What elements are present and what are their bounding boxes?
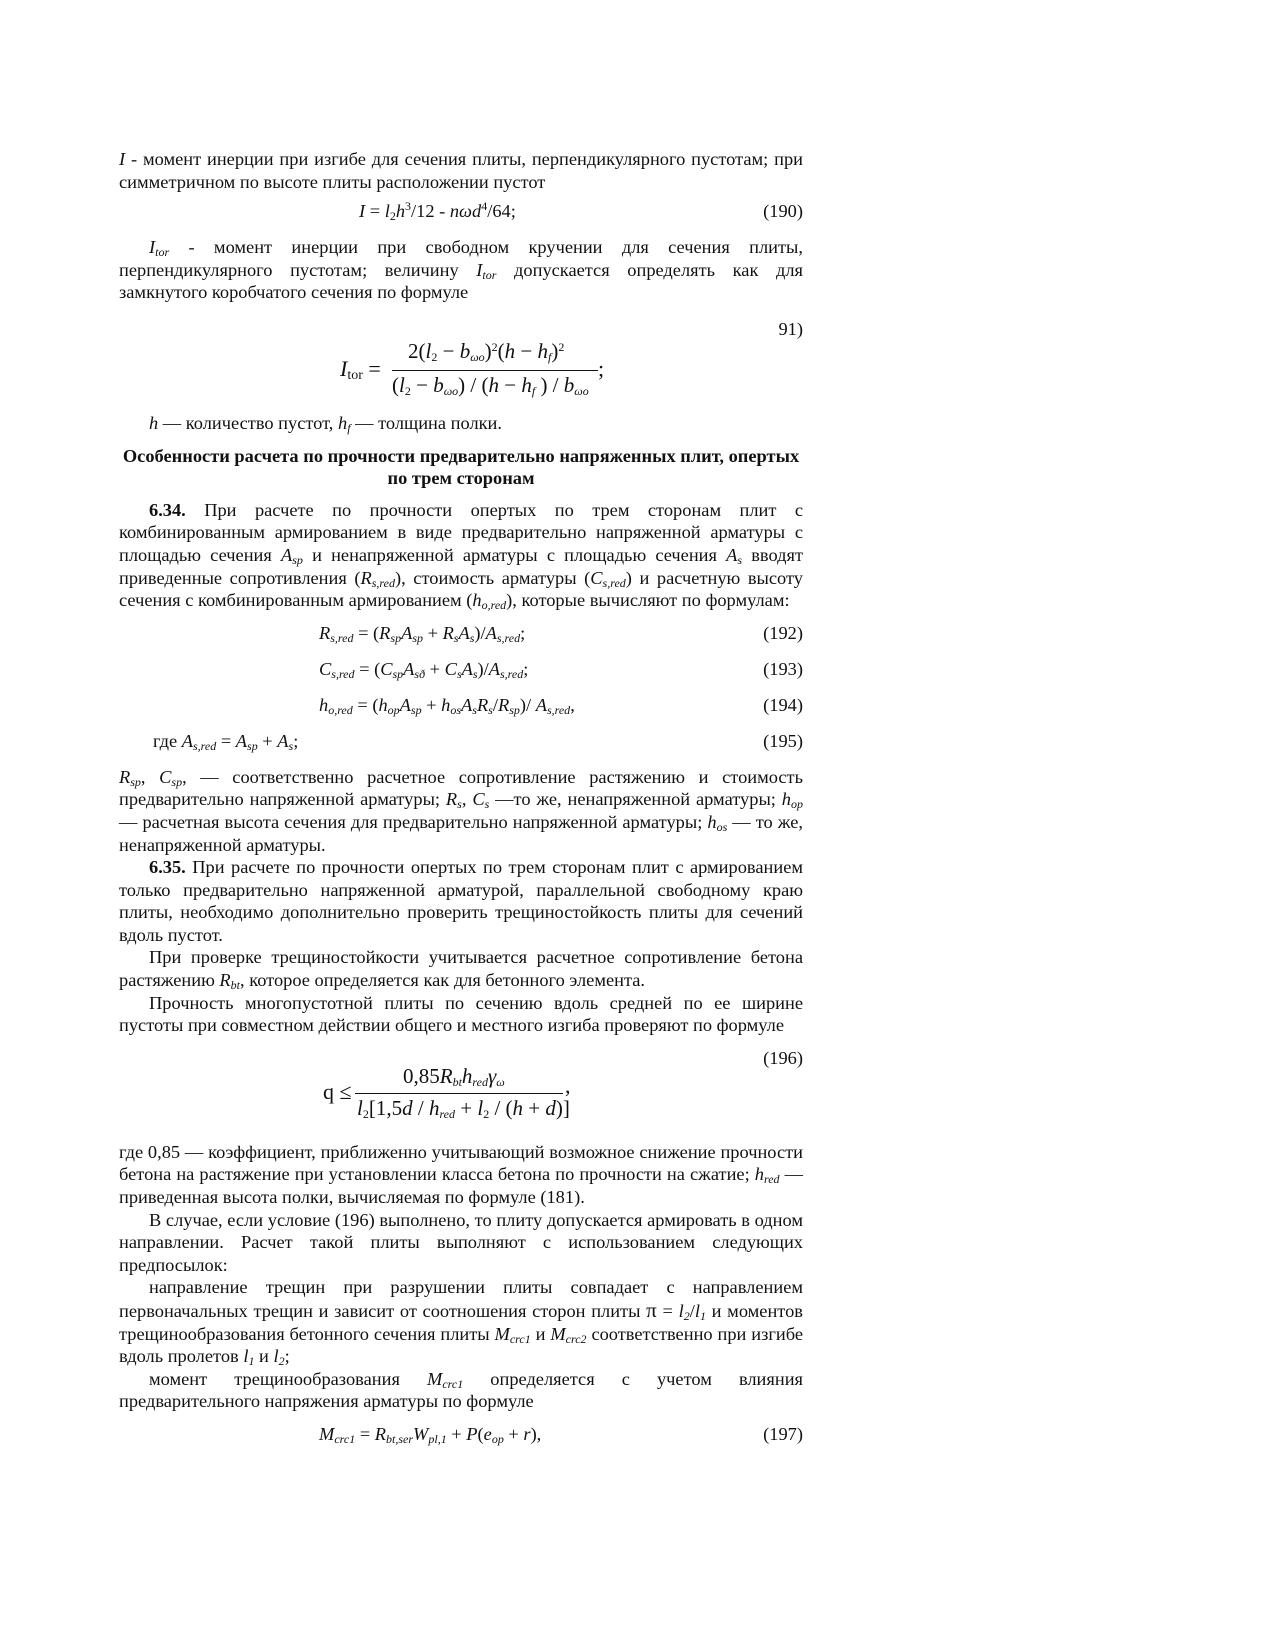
equation-192 (119, 622, 803, 650)
paragraph-crack-check: При проверке трещиностойкости учитывается расчетное сопротивление бетона растяжению $R_{bt}$, которое определяется как для бетонного элемента. (119, 947, 803, 993)
equation-195-number: (195) (763, 730, 803, 751)
equation-196-denominator: $l_2[1,5d / h_{red} + l_2 / (h + d)]$ (357, 1095, 570, 1121)
paragraph-crack-moment: момент трещинообразования $M_{crc1}$ определяется с учетом влияния предварительного напряжения арматуры по формуле (119, 1368, 803, 1412)
equation-192-number: (192) (763, 622, 803, 643)
equation-196-bar (355, 1093, 563, 1094)
equation-191-number: 91) (778, 318, 803, 339)
paragraph-strength-check: Прочность многопустотной плиты по сечению вдоль средней по ее ширине пустоты при совместном действии общего и местного изгиба проверяют по формуле (119, 992, 803, 1036)
paragraph-inertia-moment: I - момент инерции при изгибе для сечения плиты, перпендикулярного пустотам; при симметричном по высоте плиты расположении пустот (119, 149, 803, 192)
equation-195-formula: где $A_{s,red} = A_{sp} + A_s$; (153, 730, 299, 753)
paragraph-6-35 (119, 856, 803, 946)
equation-191-numerator: $2(l_2 - b_{\omega o})^2(h - h_f)^2$ (408, 338, 565, 364)
equation-196-tail: , (565, 1072, 571, 1098)
equation-193 (119, 658, 803, 686)
equation-190-formula: $I = l_2h^3/12 - n\omega d^4/64$; (359, 199, 516, 224)
equation-191-denominator: $(l_2 - b_{\omega o}) / (h - h_f$ ) / $b_{\omega o}$ (392, 372, 589, 398)
paragraph-condition: В случае, если условие (196) выполнено, то плиту допускается армировать в одном направлении. Расчет такой плиты выполняют с использованием следующих предпосылок: (119, 1209, 803, 1275)
equation-190-number: (190) (763, 201, 803, 222)
equation-197 (119, 1423, 803, 1451)
equation-196 (119, 1045, 803, 1141)
equation-191-bar (392, 370, 598, 371)
equation-190 (119, 200, 803, 228)
equation-197-formula: $M_{crc1} = R_{bt,ser}W_{pl,1} + P(e_{op} + r)$, (319, 1423, 542, 1446)
equation-197-number: (197) (763, 1423, 803, 1444)
equation-192-formula: $R_{s,red} = (R_{sp}A_{sp} + R_sA_s)/A_{s,red}$; (319, 622, 526, 645)
paragraph-crack-direction: направление трещин при разрушении плиты совпадает с направлением первоначальных трещин и зависит от соотношения сторон плиты $\pi = l_2/l_1$ и моментов трещинообразования бетонного сечения плиты $M_{crc1}$ и $M_{crc2}$ соответственно при изгибе вдоль пролетов $l_1$ и $l_2$; (119, 1277, 804, 1369)
section-heading: Особенности расчета по прочности предварительно напряженных плит, опертых по трем сторонам (122, 445, 800, 489)
equation-193-number: (193) (763, 658, 803, 679)
equation-191-lhs: $I_{tor}$ = (340, 355, 381, 383)
paragraph-6-35-text: При расчете по прочности опертых по трем сторонам плит с армированием только предварительно напряженной арматурой, параллельной свободному краю плиты, необходимо дополнительно проверить трещиностойкость плиты для сечений вдоль пустот. (119, 857, 803, 945)
paragraph-6-35-label: 6.35. (149, 857, 186, 878)
equation-193-formula: $C_{s,red} = (C_{sp}A_{sð} + C_sA_s)/A_{s,red}$; (319, 658, 529, 681)
paragraph-6-34-label: 6.34. (149, 499, 186, 520)
paragraph-voids-count: h — количество пустот, $h_f$ — толщина полки. (149, 412, 502, 435)
equation-195 (119, 730, 803, 758)
equation-191-tail: ; (598, 355, 605, 381)
equation-194 (119, 694, 803, 722)
document-page (119, 148, 803, 1459)
equation-191 (119, 304, 803, 404)
equation-196-lhs: q ≤ (323, 1078, 352, 1104)
paragraph-coefficient: где 0,85 — коэффициент, приближенно учитывающий возможное снижение прочности бетона на растяжение при установлении класса бетона по прочности на сжатие; $h_{red}$ — приведенная высота полки, вычисляемая по формуле (181). (119, 1141, 803, 1208)
paragraph-symbols: $R_{sp}$, $C_{sp}$, — соответственно расчетное сопротивление растяжению и стоимость предварительно напряженной арматуры; $R_s$, $C_s$ —то же, ненапряженной арматуры; $h_{op}$ — расчетная высота сечения для предварительно напряженной арматуры; $h_{os}$ — то же, ненапряженной арматуры. (119, 766, 803, 855)
equation-196-numerator: $0,85R_{bt}h_{red}\gamma_\omega$ (403, 1063, 505, 1089)
paragraph-6-34: 6.34. При расчете по прочности опертых по трем сторонам плит с комбинированным армированием в виде предварительно напряженной арматуры с площадью сечения $A_{sp}$ и ненапряженной арматуры с площадью сечения $A_s$ вводят приведенные сопротивления $(R_{s,red})$, стоимость арматуры $(C_{s,red})$ и расчетную высоту сечения с комбинированным армированием $(h_{o,red})$, которые вычисляют по формулам: (119, 499, 803, 613)
equation-194-number: (194) (763, 694, 803, 715)
equation-194-formula: $h_{o,red} = (h_{op}A_{sp} + h_{os}A_sR_s/R_{sp})/$ $A_{s,red}$, (319, 694, 575, 717)
paragraph-torsion-inertia: $I_{tor}$ - момент инерции при свободном кручении для сечения плиты, перпендикулярного пустотам; величину $I_{tor}$ допускается определять как для замкнутого коробчатого сечения по формуле (119, 237, 803, 303)
equation-196-number: (196) (763, 1047, 803, 1068)
